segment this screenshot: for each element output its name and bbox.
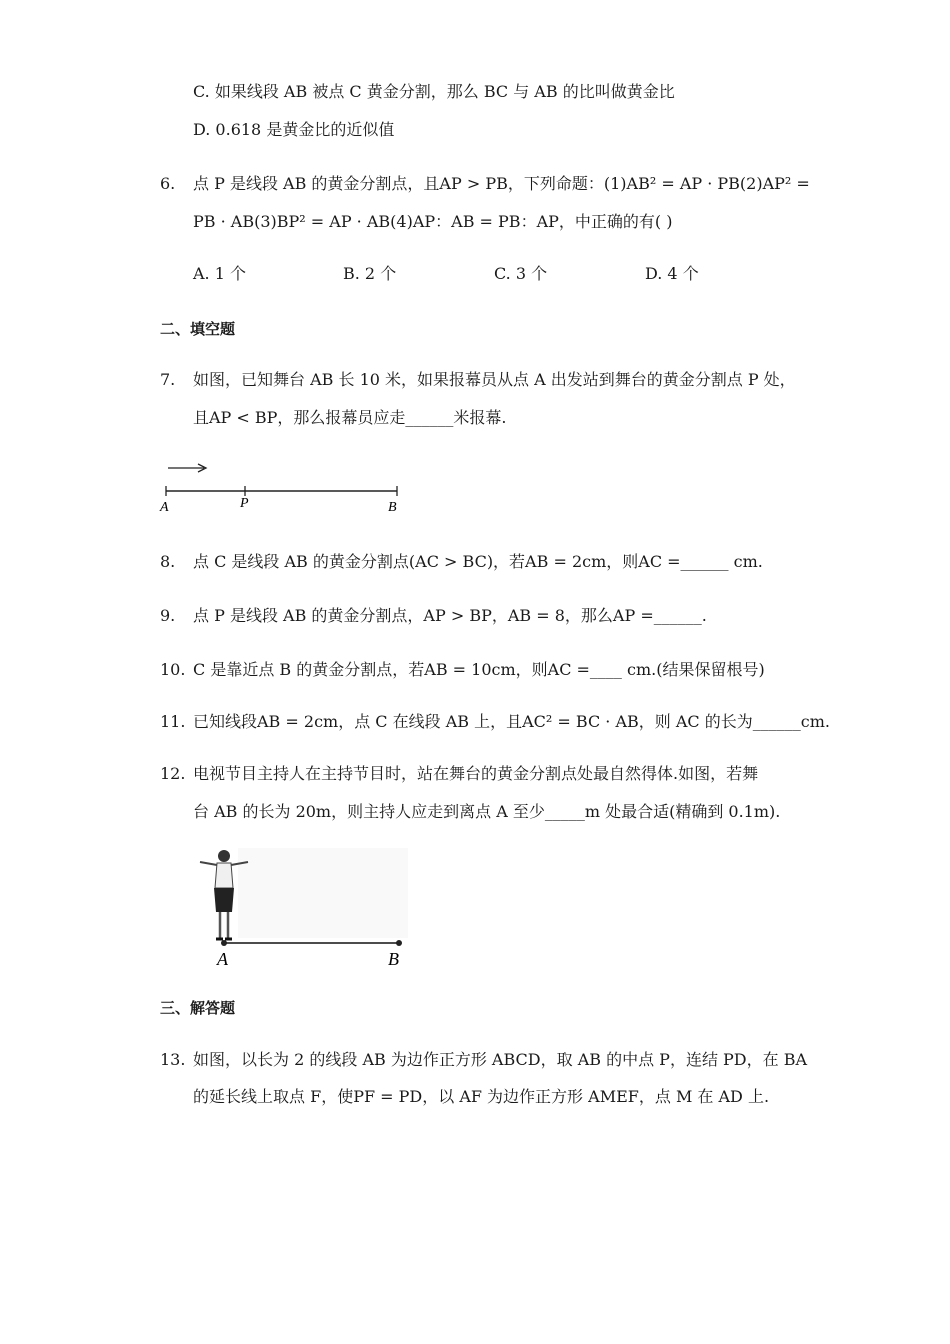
q11-stem: 已知线段AB = 2cm，点 C 在线段 AB 上，且AC² = BC · AB，则 AC 的长为______cm. — [193, 712, 830, 731]
q6-option-b: B. 2 个 — [343, 264, 397, 283]
q7-stem-line2: 且AP < BP，那么报幕员应走______米报幕. — [193, 408, 507, 427]
q12-host-figure — [190, 840, 415, 970]
q6-stem-line2: PB · AB(3)BP² = AP · AB(4)AP：AB = PB：AP，中正确的有( ) — [193, 212, 673, 231]
q10-stem: C 是靠近点 B 的黄金分割点，若AB = 10cm，则AC =____ cm.(结果保留根号) — [193, 660, 765, 679]
q12-stem-line1: 电视节目主持人在主持节目时，站在舞台的黄金分割点处最自然得体.如图，若舞 — [193, 764, 759, 783]
label-a: A — [217, 949, 228, 969]
section-heading-solutions: 三、解答题 — [160, 999, 236, 1017]
faded-background — [238, 848, 408, 938]
q6-option-c: C. 3 个 — [494, 264, 548, 283]
label-a: A — [160, 500, 169, 515]
label-b: B — [388, 949, 399, 969]
q8-stem: 点 C 是线段 AB 的黄金分割点(AC > BC)，若AB = 2cm，则AC =______ cm. — [193, 552, 763, 571]
label-b: B — [388, 500, 397, 515]
q7-stage-figure — [150, 455, 410, 517]
q10-number: 10. — [160, 660, 186, 679]
q9-number: 9. — [160, 606, 176, 625]
label-p: P — [240, 496, 249, 511]
q6-option-d: D. 4 个 — [645, 264, 699, 283]
q7-number: 7. — [160, 370, 176, 389]
q5-option-c: C. 如果线段 AB 被点 C 黄金分割，那么 BC 与 AB 的比叫做黄金比 — [193, 82, 675, 101]
q12-stem-line2: 台 AB 的长为 20m，则主持人应走到离点 A 至少_____m 处最合适(精确到 0.1m). — [193, 802, 781, 821]
point-a — [221, 940, 227, 946]
q13-stem-line2: 的延长线上取点 F，使PF = PD，以 AF 为边作正方形 AMEF，点 M 在 AD 上. — [193, 1087, 770, 1106]
q7-stem-line1: 如图，已知舞台 AB 长 10 米，如果报幕员从点 A 出发站到舞台的黄金分割点 P 处， — [193, 370, 796, 389]
q12-number: 12. — [160, 764, 186, 783]
section-heading-fill-blank: 二、填空题 — [160, 320, 236, 338]
q13-stem-line1: 如图，以长为 2 的线段 AB 为边作正方形 ABCD，取 AB 的中点 P，连结 PD，在 BA — [193, 1050, 808, 1069]
q9-stem: 点 P 是线段 AB 的黄金分割点，AP > BP，AB = 8，那么AP =______. — [193, 606, 707, 625]
point-b — [396, 940, 402, 946]
q5-option-d: D. 0.618 是黄金比的近似值 — [193, 120, 395, 139]
q6-number: 6. — [160, 174, 176, 193]
q6-option-a: A. 1 个 — [193, 264, 246, 283]
q11-number: 11. — [160, 712, 186, 731]
q6-stem-line1: 点 P 是线段 AB 的黄金分割点，且AP > PB，下列命题：(1)AB² = AP · PB(2)AP² = — [193, 174, 810, 193]
q8-number: 8. — [160, 552, 176, 571]
q13-number: 13. — [160, 1050, 186, 1069]
